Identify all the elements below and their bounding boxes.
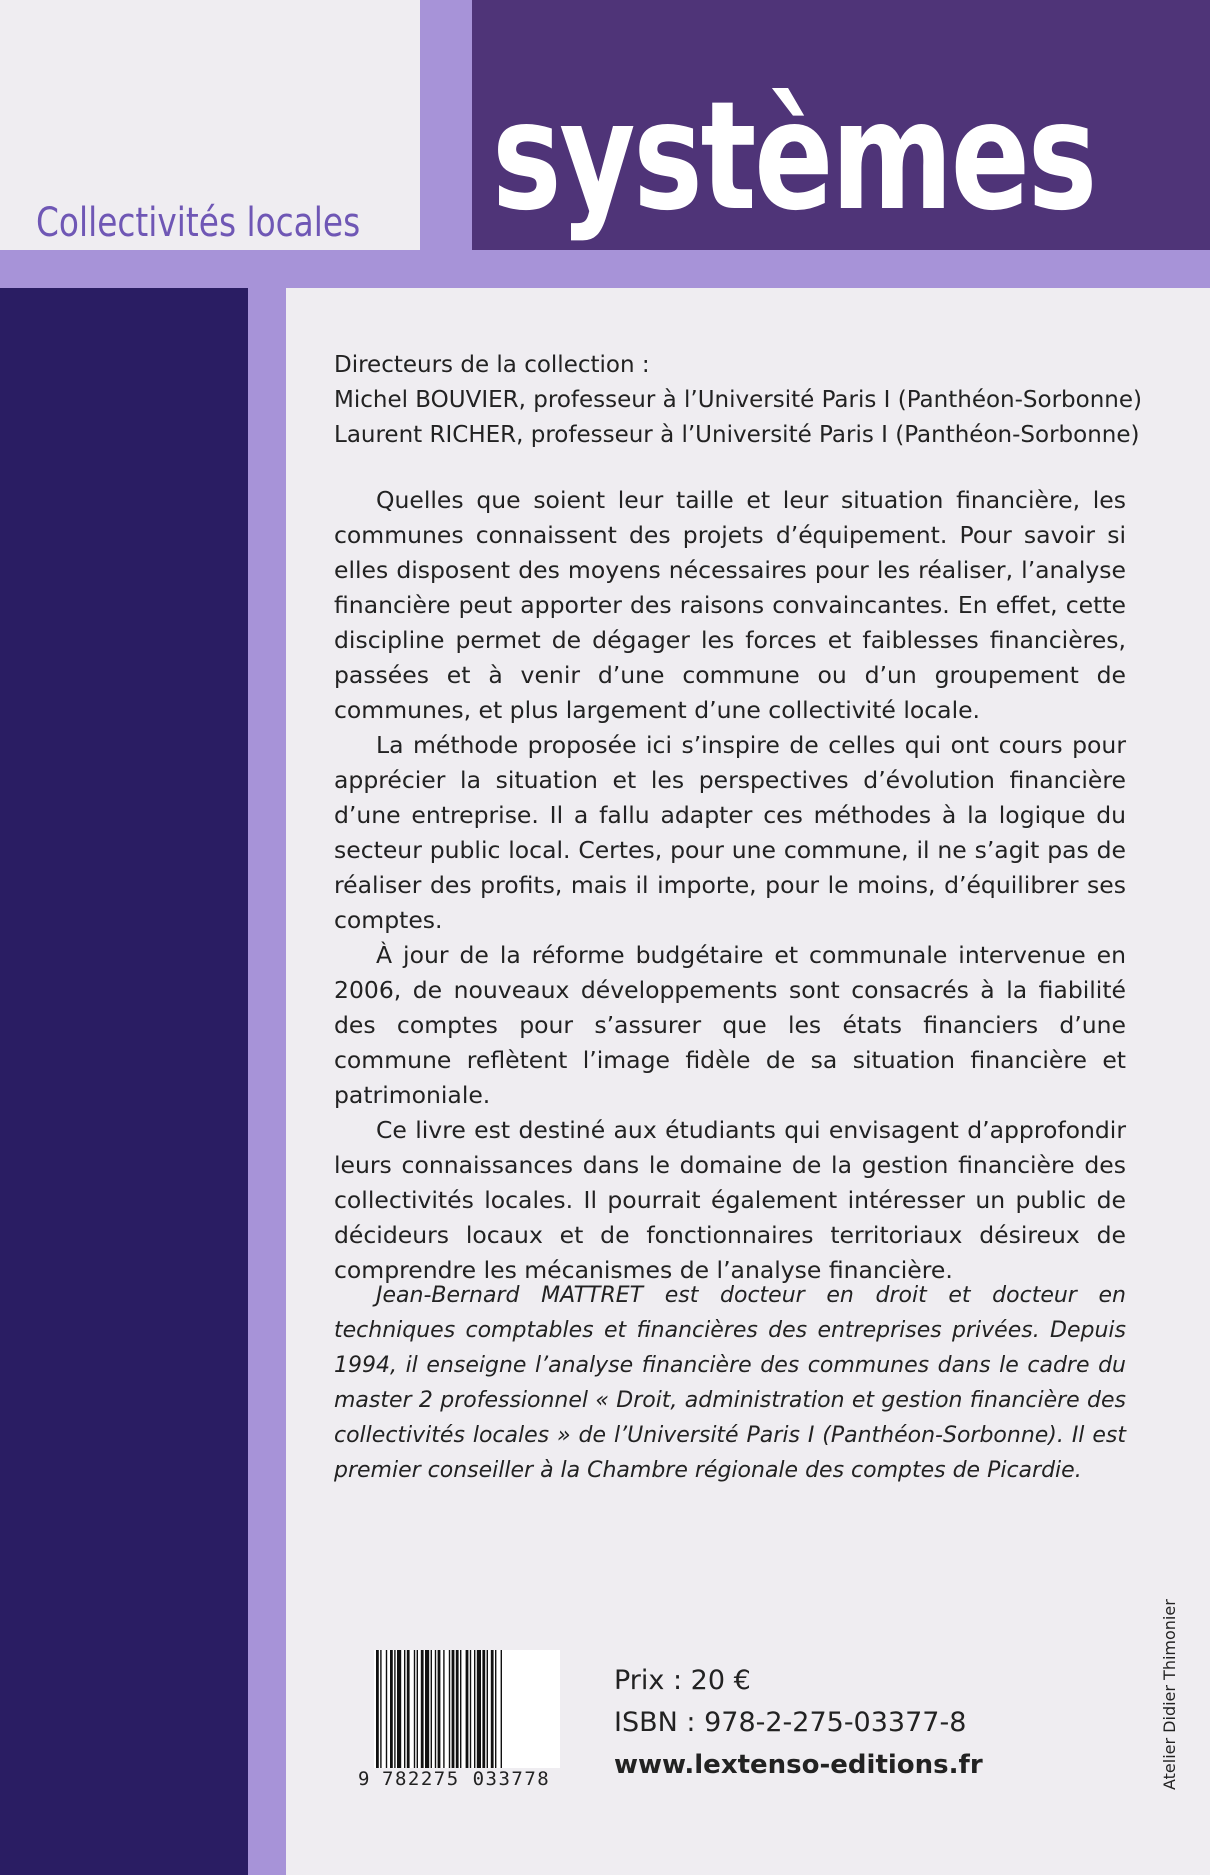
price-block — [614, 1660, 983, 1786]
barcode-bar — [417, 1650, 418, 1768]
summary-paragraph: Ce livre est destiné aux étudiants qui envisagent d’approfondir leurs connaissances dans le domaine de la gestion financière des collectivités locales. Il pourrait également intéresser un public de décideurs locaux et de fonctionnaires territoriaux désireux de comprendre les mécanismes de l’analyse financière. — [334, 1116, 1126, 1284]
barcode-bar — [380, 1650, 381, 1768]
barcode-bar — [449, 1650, 450, 1768]
barcode-bar — [414, 1650, 415, 1768]
author-bio-text: Jean-Bernard MATTRET est docteur en droit et docteur en techniques comptables et financières des entreprises privées. Depuis 1994, il enseigne l’analyse financière des communes dans le cadre du master 2 professionnel « Droit, administration et gestion financière des collectivités locales » de l’Université Paris I (Panthéon-Sorbonne). Il est premier conseiller à la Chambre régionale des comptes de Picardie. — [334, 1283, 1126, 1483]
series-title: systèmes — [492, 70, 1096, 244]
collection-name: Collectivités locales — [36, 200, 361, 246]
directors-block — [334, 348, 1142, 453]
left-lilac-stripe — [248, 288, 286, 1875]
barcode-bar — [474, 1650, 475, 1768]
barcode-bar — [407, 1650, 410, 1768]
directors-heading: Directeurs de la collection : — [334, 352, 650, 378]
barcode-bar — [438, 1650, 441, 1768]
isbn-barcode — [358, 1650, 568, 1790]
summary-paragraph: La méthode proposée ici s’inspire de celles qui ont cours pour apprécier la situation et les perspectives d’évolution financière d’une entreprise. Il a fallu adapter ces méthodes à la logique du secteur public local. Certes, pour une commune, il ne s’agit pas de réaliser des profits, mais il importe, pour le moins, d’équilibrer ses comptes. — [334, 731, 1126, 934]
isbn-text: ISBN : 978-2-275-03377-8 — [614, 1707, 967, 1738]
barcode-bar — [443, 1650, 444, 1768]
barcode-bar — [456, 1650, 459, 1768]
left-purple-column — [0, 288, 248, 1875]
barcode-bar — [376, 1650, 379, 1768]
barcode-bar — [452, 1650, 455, 1768]
barcode-first-digit: 9 — [358, 1768, 370, 1790]
summary-paragraph: Quelles que soient leur taille et leur situation financière, les communes connaissent des projets d’équipement. Pour savoir si elles disposent des moyens nécessaires pour les réaliser, l’analyse financière peut apporter des raisons convaincantes. En effet, cette discipline permet de dégager les forces et faiblesses financières, passées et à venir d’une commune ou d’un groupement de communes, et plus largement d’une collectivité locale. — [334, 486, 1126, 724]
lilac-horizontal-stripe — [0, 250, 1210, 288]
barcode-bar — [390, 1650, 393, 1768]
price-text: Prix : 20 € — [614, 1665, 751, 1696]
barcode-bar — [394, 1650, 395, 1768]
barcode-bar — [460, 1650, 461, 1768]
barcode-bars — [374, 1650, 560, 1768]
barcode-bar — [482, 1650, 485, 1768]
design-credit: Atelier Didier Thimonier — [1160, 1599, 1179, 1790]
barcode-digits: 782275 033778 — [382, 1768, 551, 1790]
barcode-bar — [425, 1650, 429, 1768]
director-line: Laurent RICHER, professeur à l’Université Paris I (Panthéon-Sorbonne) — [334, 422, 1140, 448]
barcode-bar — [466, 1650, 469, 1768]
barcode-bar — [431, 1650, 432, 1768]
barcode-bar — [386, 1650, 387, 1768]
barcode-bar — [501, 1650, 502, 1768]
barcode-bar — [435, 1650, 436, 1768]
barcode-bar — [477, 1650, 481, 1768]
barcode-bar — [491, 1650, 494, 1768]
barcode-bar — [421, 1650, 424, 1768]
lilac-vertical-stripe — [420, 0, 472, 288]
summary-paragraph: À jour de la réforme budgétaire et communale intervenue en 2006, de nouveaux développements sont consacrés à la fiabilité des comptes pour s’assurer que les états financiers d’une commune reflètent l’image fidèle de sa situation financière et patrimoniale. — [334, 941, 1126, 1109]
barcode-bar — [487, 1650, 488, 1768]
barcode-bar — [404, 1650, 405, 1768]
barcode-bar — [495, 1650, 496, 1768]
book-summary — [334, 483, 1126, 1288]
author-bio — [334, 1278, 1126, 1488]
barcode-bar — [470, 1650, 471, 1768]
barcode-bar — [397, 1650, 401, 1768]
publisher-website-link[interactable]: www.lextenso-editions.fr — [614, 1750, 983, 1780]
director-line: Michel BOUVIER, professeur à l’Université Paris I (Panthéon-Sorbonne) — [334, 387, 1142, 413]
